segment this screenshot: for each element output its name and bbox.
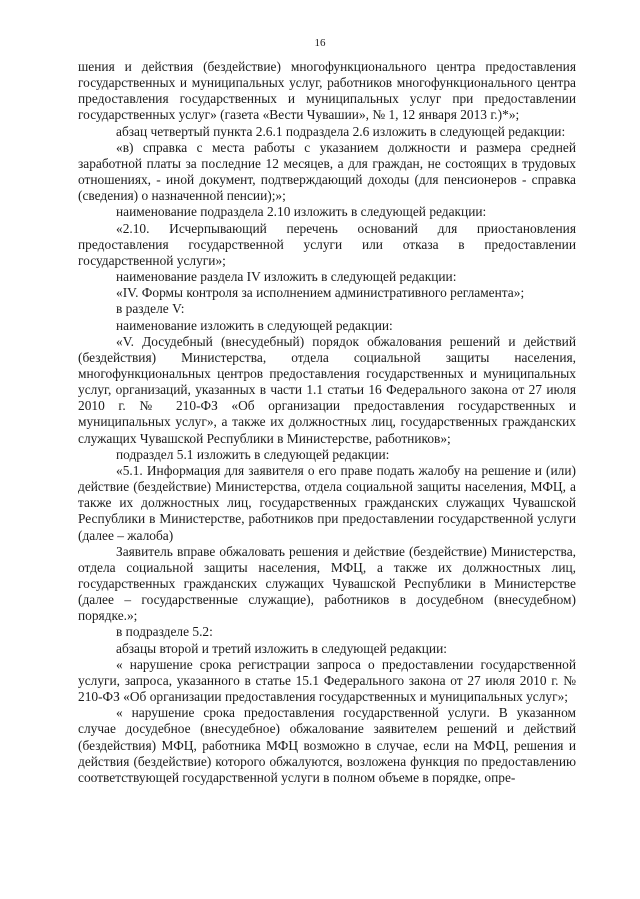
paragraph: абзац четвертый пункта 2.6.1 подраздела 2.6 изложить в следующей редакции: (116, 123, 566, 139)
paragraph: « нарушение срока предоставления государственной услуги. В указанном случае досудебное (внесудебное) обжалование заявителем решений и действий (бездействия) МФЦ, работника МФЦ возможно в случае, если на МФЦ, решения и действия (бездействие) которого обжалуются, возложена функция по предоставлению соответствующей государственной услуги в полном объеме в порядке, опре- (78, 705, 576, 785)
paragraph: «IV. Формы контроля за исполнением административного регламента»; (116, 285, 525, 301)
paragraph: «V. Досудебный (внесудебный) порядок обжалования решений и действий (бездействия) Министерства, отдела социальной защиты населения, многофункциональных центров предоставления государственных и муниципальных услуг, организаций, указанных в части 1.1 статьи 16 Федерального закона от 27 июля 2010 г. № 210-ФЗ «Об организации предоставления государственных и муниципальных услуг», а также их должностных лиц, государственных гражданских служащих Чувашской Республики в Министерстве, работников»; (78, 333, 576, 446)
paragraph: «в) справка с места работы с указанием должности и размера средней заработной платы за последние 12 месяцев, а для граждан, не состоящих в трудовых отношениях, - иной документ, подтверждающий доходы (для пенсионеров - справка (сведения) о назначенной пенсии);»; (78, 139, 576, 204)
page-number: 16 (314, 37, 326, 49)
paragraph: подраздел 5.1 изложить в следующей редакции: (116, 446, 390, 462)
paragraph: наименование изложить в следующей редакции: (116, 317, 393, 333)
paragraph: абзацы второй и третий изложить в следующей редакции: (116, 640, 447, 656)
document-body (78, 59, 576, 786)
paragraph: «2.10. Исчерпывающий перечень оснований для приостановления предоставления государственной услуги или отказа в предоставлении государственной услуги»; (78, 220, 576, 268)
paragraph: в разделе V: (116, 301, 185, 317)
paragraph-continuation: шения и действия (бездействие) многофункционального центра предоставления государственных и муниципальных услуг, работников многофункционального центра предоставления государственных и муниципальных услуг при предоставлении государственных услуг» (газета «Вести Чувашии», № 1, 12 января 2013 г.)*»; (78, 59, 576, 123)
paragraph: наименование подраздела 2.10 изложить в следующей редакции: (116, 204, 487, 220)
paragraph: наименование раздела IV изложить в следующей редакции: (116, 269, 457, 285)
paragraph: «5.1. Информация для заявителя о его праве подать жалобу на решение и (или) действие (бездействие) Министерства, отдела социальной защиты населения, МФЦ, а также их должностных лиц, государственных гражданских служащих Чувашской Республики в Министерстве, работников при предоставлении государственной услуги (далее – жалоба) (78, 462, 576, 543)
paragraph: в подразделе 5.2: (116, 624, 213, 640)
paragraph: « нарушение срока регистрации запроса о предоставлении государственной услуги, запроса, указанного в статье 15.1 Федерального закона от 27 июля 2010 г. № 210-ФЗ «Об организации предоставления государственных и муниципальных услуг»; (78, 656, 576, 705)
paragraph: Заявитель вправе обжаловать решения и действие (бездействие) Министерства, отдела социальной защиты населения, МФЦ, а также их должностных лиц, государственных гражданских служащих Чувашской Республики в Министерстве (далее – государственные служащие), работников в досудебном (внесудебном) порядке.»; (78, 543, 576, 624)
